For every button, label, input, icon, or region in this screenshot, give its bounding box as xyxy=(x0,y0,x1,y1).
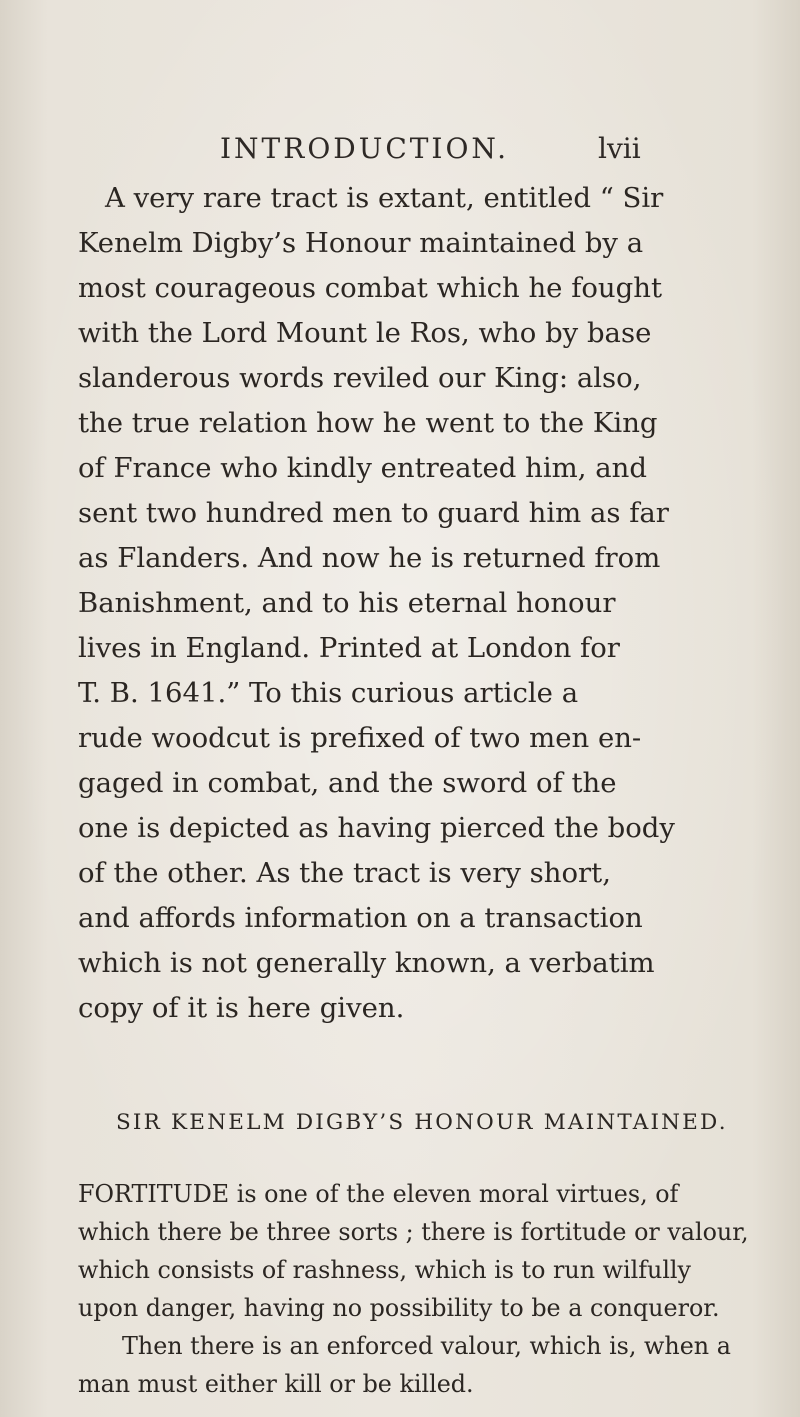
text-line: lives in England. Printed at London for xyxy=(78,632,620,664)
text-line: Kenelm Digby’s Honour maintained by a xyxy=(78,227,644,259)
text-line: which consists of rashness, which is to run wilfully xyxy=(78,1256,691,1284)
text-line: of France who kindly entreated him, and xyxy=(78,452,647,484)
section-heading-text: SIR KENELM DIGBY’S HONOUR MAINTAINED. xyxy=(116,1110,728,1135)
text-line: FORTITUDE is one of the eleven moral virtues, of xyxy=(78,1180,679,1208)
text-line: Banishment, and to his eternal honour xyxy=(78,587,616,619)
text-line: which there be three sorts ; there is fortitude or valour, xyxy=(78,1218,749,1246)
text-line: Then there is an enforced valour, which is, when a xyxy=(122,1332,731,1360)
text-line: which is not generally known, a verbatim xyxy=(78,947,655,979)
text-line: and affords information on a transaction xyxy=(78,902,643,934)
text-line: gaged in combat, and the sword of the xyxy=(78,767,617,799)
text-line: man must either kill or be killed. xyxy=(78,1370,474,1398)
text-line: of the other. As the tract is very short, xyxy=(78,857,611,889)
text-line: T. B. 1641.” To this curious article a xyxy=(78,677,579,709)
text-line: A very rare tract is extant, entitled “ Sir xyxy=(105,182,664,214)
text-line: one is depicted as having pierced the body xyxy=(78,812,675,844)
text-line: the true relation how he went to the King xyxy=(78,407,658,439)
running-head xyxy=(0,132,800,172)
section-heading xyxy=(0,1110,800,1146)
text-line: most courageous combat which he fought xyxy=(78,272,663,304)
text-line: upon danger, having no possibility to be a conqueror. xyxy=(78,1294,720,1322)
text-line: rude woodcut is prefixed of two men en- xyxy=(78,722,642,754)
text-line: copy of it is here given. xyxy=(78,992,405,1024)
text-line: as Flanders. And now he is returned from xyxy=(78,542,661,574)
text-line: with the Lord Mount le Ros, who by base xyxy=(78,317,652,349)
page-number: lvii xyxy=(598,132,641,165)
text-line: sent two hundred men to guard him as far xyxy=(78,497,669,529)
text-line: slanderous words reviled our King: also, xyxy=(78,362,642,394)
running-head-title: INTRODUCTION. xyxy=(220,132,510,165)
